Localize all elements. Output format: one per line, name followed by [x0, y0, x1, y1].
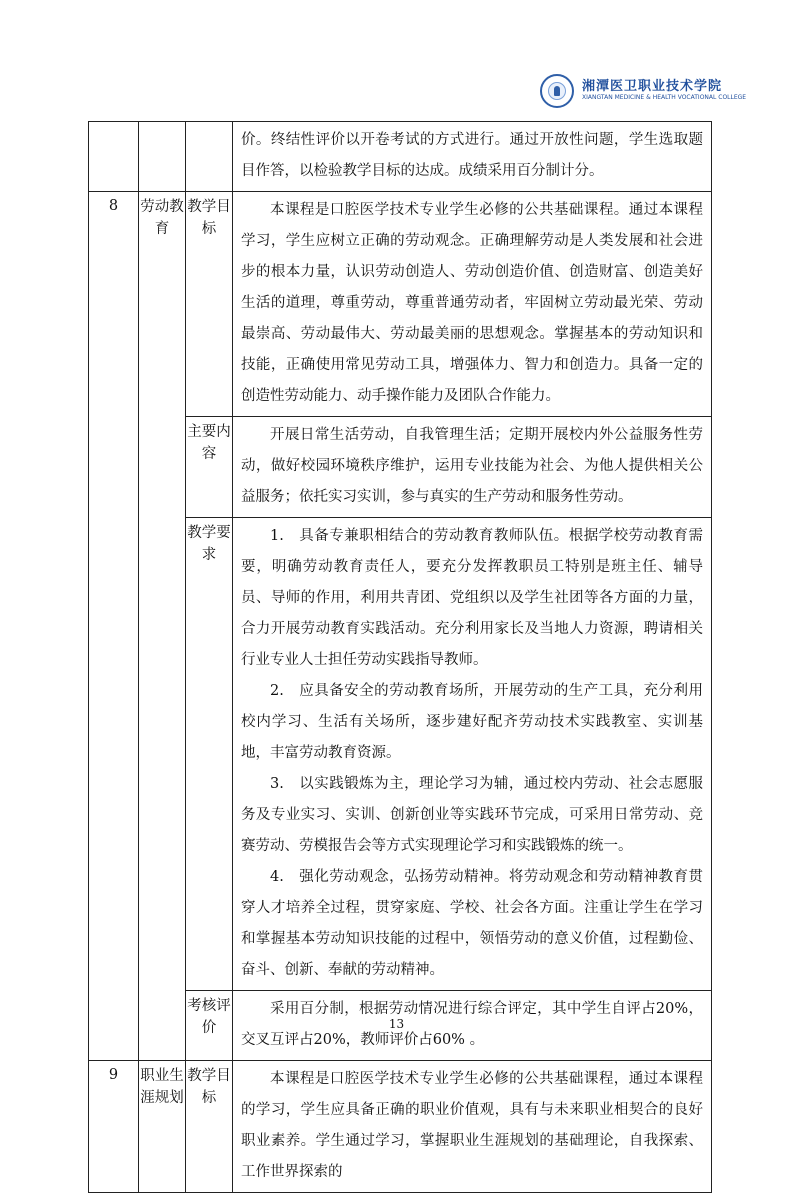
course-name: 职业生涯规划: [139, 1061, 186, 1193]
content-cell: [233, 417, 712, 518]
course-number: 8: [89, 192, 139, 1061]
school-emblem-icon: [540, 74, 574, 108]
table-row: [89, 122, 712, 192]
school-name: 湘潭医卫职业技术学院: [582, 79, 723, 94]
page-number: 13: [388, 1017, 405, 1031]
content-cell: [233, 192, 712, 417]
curriculum-table: [88, 121, 712, 1193]
section-label: 考核评价: [186, 991, 233, 1061]
label-cell: [186, 122, 233, 192]
course-name: 劳动教育: [139, 192, 186, 1061]
content-cell: [233, 1061, 712, 1193]
table-row: [89, 192, 712, 417]
evaluation-text: 采用百分制，根据劳动情况进行综合评定，其中学生自评占20%，交叉互评占20%，教师评价占60% 。: [241, 1001, 703, 1048]
continued-text: 价。终结性评价以开卷考试的方式进行。通过开放性问题，学生选取题目作答，以检验教学目标的达成。成绩采用百分制计分。: [241, 132, 703, 179]
requirement-item: 2. 应具备安全的劳动教育场所，开展劳动的生产工具，充分利用校内学习、生活有关场所，逐步建好配齐劳动技术实践教室、实训基地，丰富劳动教育资源。: [241, 683, 703, 761]
requirement-item: 3. 以实践锻炼为主，理论学习为辅，通过校内劳动、社会志愿服务及专业实习、实训、创新创业等实践环节完成，可采用日常劳动、竞赛劳动、劳模报告会等方式实现理论学习和实践锻炼的统一。: [241, 776, 703, 854]
course-cell: [139, 122, 186, 192]
num-cell: [89, 122, 139, 192]
content-cell: [233, 518, 712, 991]
section-label: 教学目标: [186, 192, 233, 417]
section-label: 主要内容: [186, 417, 233, 518]
course-number: 9: [89, 1061, 139, 1193]
school-logo: [532, 70, 747, 110]
goal-text: 本课程是口腔医学技术专业学生必修的公共基础课程，通过本课程的学习，学生应具备正确的职业价值观，具有与未来职业相契合的良好职业素养。学生通过学习，掌握职业生涯规划的基础理论，自我探索、工作世界探索的: [241, 1071, 703, 1180]
requirement-item: 4. 强化劳动观念，弘扬劳动精神。将劳动观念和劳动精神教育贯穿人才培养全过程，贯穿家庭、学校、社会各方面。注重让学生在学习和掌握基本劳动知识技能的过程中，领悟劳动的意义价值，过程勤俭、奋斗、创新、奉献的劳动精神。: [241, 869, 703, 978]
content-text: 开展日常生活劳动，自我管理生活；定期开展校内外公益服务性劳动，做好校园环境秩序维护，运用专业技能为社会、为他人提供相关公益服务；依托实习实训，参与真实的生产劳动和服务性劳动。: [241, 427, 703, 505]
section-label: 教学目标: [186, 1061, 233, 1193]
goal-text: 本课程是口腔医学技术专业学生必修的公共基础课程。通过本课程学习，学生应树立正确的劳动观念。正确理解劳动是人类发展和社会进步的根本力量，认识劳动创造人、劳动创造价值、创造财富、创造美好生活的道理，尊重劳动，尊重普通劳动者，牢固树立劳动最光荣、劳动最崇高、劳动最伟大、劳动最美丽的思想观念。掌握基本的劳动知识和技能，正确使用常见劳动工具，增强体力、智力和创造力。具备一定的创造性劳动能力、动手操作能力及团队合作能力。: [241, 202, 703, 404]
content-cell: [233, 122, 712, 192]
school-name-en: XIANGTAN MEDICINE & HEALTH VOCATIONAL COLLEGE: [582, 94, 747, 101]
section-label: 教学要求: [186, 518, 233, 991]
table-row: [89, 1061, 712, 1193]
requirement-item: 1. 具备专兼职相结合的劳动教育教师队伍。根据学校劳动教育需要，明确劳动教育责任人，要充分发挥教职员工特别是班主任、辅导员、导师的作用，利用共青团、党组织以及学生社团等各方面的力量，合力开展劳动教育实践活动。充分利用家长及当地人力资源，聘请相关行业专业人士担任劳动实践指导教师。: [241, 528, 703, 668]
